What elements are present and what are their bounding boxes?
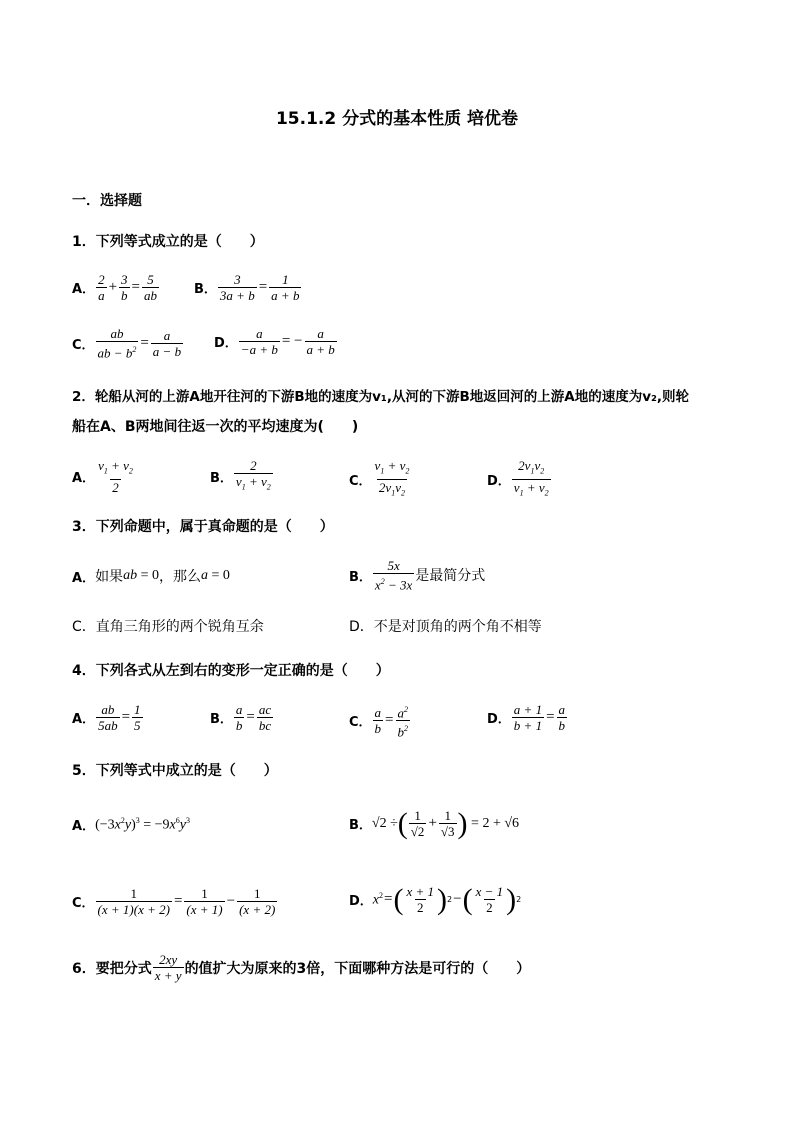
q4-option-d[interactable]: D． $\frac{a + 1}{b + 1}$ = $\frac{a}{b}$ (487, 702, 566, 733)
math-fraction: $\frac{1}{(x + 2)}$ (239, 886, 276, 917)
math-fraction: $\frac{3}{3a + b}$ (219, 272, 255, 303)
math-fraction: $\frac{a + 1}{b + 1}$ (513, 702, 543, 733)
option-label: B． (210, 712, 233, 727)
math-fraction: $\frac{a}{b}$ (374, 705, 382, 737)
math-fraction: $\frac{5x}{x^2 - 3x}$ (374, 558, 413, 593)
q4-option-a[interactable]: A． $\frac{ab}{5ab}$ = $\frac{1}{5}$ (72, 702, 141, 733)
question-6-stem (72, 952, 530, 983)
math-fraction: $\frac{a}{a + b}$ (306, 326, 335, 357)
question-2-stem-line2: 船在A、B两地间往返一次的平均速度为( ) (72, 419, 359, 435)
q1-option-d[interactable]: D． $\frac{a}{-a + b}$ = − $\frac{a}{a + b}$ (214, 326, 335, 357)
math-fraction: $\frac{1}{√2}$ (410, 808, 425, 839)
question-4-stem: 4．下列各式从左到右的变形一定正确的是（ ） (72, 663, 390, 679)
option-label: B． (349, 569, 372, 585)
option-label: C． (349, 715, 372, 731)
math-fraction: $\frac{a}{b}$ (558, 702, 566, 733)
math-fraction: $\frac{2xy}{x + y}$ (154, 952, 182, 983)
option-label: C． (349, 473, 372, 489)
math-fraction: $\frac{v_1 + v_2}{2}$ (98, 458, 133, 495)
q4-option-b[interactable]: B． $\frac{a}{b}$ = $\frac{ac}{bc}$ (210, 702, 272, 733)
option-label: D． (487, 473, 511, 489)
question-text: 6．要把分式 (72, 960, 152, 977)
question-3-stem: 3．下列命题中，属于真命题的是（ ） (72, 519, 334, 535)
q2-option-d[interactable] (487, 458, 552, 500)
math-fraction: $\frac{2}{a}$ (98, 272, 105, 303)
section-heading: 一．选择题 (72, 193, 142, 209)
math-fraction: $\frac{2v_1v_2}{v_1 + v_2}$ (512, 458, 551, 500)
math-fraction: $\frac{1}{(x + 1)(x + 2)}$ (97, 886, 170, 917)
math-fraction: $\frac{ab}{ab - b^2}$ (97, 326, 137, 361)
math-expression: $x^2$ (372, 890, 384, 908)
question-5-stem: 5．下列等式中成立的是（ ） (72, 763, 278, 779)
option-label: C． (72, 896, 95, 911)
q5-option-b[interactable]: B． √2 ÷ ( $\frac{1}{√2}$ + $\frac{1}{√3}$ ) = 2 + √6 (349, 806, 520, 840)
math-fraction: $\frac{1}{a + b}$ (271, 272, 300, 303)
q5-option-a[interactable] (72, 815, 190, 834)
math-fraction: $\frac{ac}{bc}$ (258, 702, 272, 733)
math-fraction: $\frac{1}{√3}$ (440, 808, 455, 839)
option-label: A． (72, 470, 96, 486)
option-label: B． (194, 282, 217, 297)
option-label: D． (349, 894, 373, 909)
option-label: D． (214, 336, 238, 351)
q3-option-d[interactable]: D．不是对顶角的两个角不相等 (349, 619, 542, 635)
math-fraction: $\frac{a}{a - b}$ (152, 327, 182, 359)
q1-option-a[interactable]: A． $\frac{2}{a}$ + $\frac{3}{b}$ = $\frac{5}{ab}$ (72, 272, 157, 303)
q4-option-c[interactable]: C． $\frac{a}{b}$ = $\frac{a^2}{b^2}$ (349, 702, 411, 740)
math-fraction: $\frac{2}{v_1 + v_2}$ (234, 458, 273, 495)
q2-option-c[interactable] (349, 458, 412, 500)
math-fraction: $\frac{1}{5}$ (134, 702, 141, 733)
math-fraction: $\frac{x + 1}{2}$ (406, 884, 435, 915)
question-2-stem-line1: 2．轮船从河的上游A地开往河的下游B地的速度为v₁,从河的下游B地返回河的上游A地的速度为v₂,则轮 (72, 389, 690, 405)
math-fraction: $\frac{a^2}{b^2}$ (397, 705, 409, 740)
option-label: B． (210, 470, 233, 486)
math-fraction: $\frac{v_1 + v_2}{2v_1v_2}$ (373, 458, 412, 500)
math-expression: $(-3x^2y)^3 = -9x^6y^3$ (95, 815, 190, 833)
q3-option-a[interactable]: A． 如果 ab = 0 ，那么 a = 0 (72, 568, 230, 586)
math-expression: a (200, 568, 208, 583)
option-text: 如果 (95, 569, 124, 585)
q2-option-b[interactable] (210, 458, 274, 495)
q5-option-d[interactable]: D． $x^2$ = ( $\frac{x + 1}{2}$ ) 2 − ( $\frac{x - 1}{2}$ ) 2 (349, 882, 522, 916)
q1-option-b[interactable]: B． $\frac{3}{3a + b}$ = $\frac{1}{a + b}$ (194, 272, 300, 303)
q1-option-c[interactable]: C． $\frac{ab}{ab - b^2}$ = $\frac{a}{a - b}$ (72, 326, 182, 361)
option-label: A． (72, 570, 96, 586)
math-fraction: $\frac{1}{(x + 1)}$ (186, 886, 223, 917)
option-label: A． (72, 282, 96, 297)
option-text: ，那么 (158, 569, 201, 585)
page-title: 15.1.2 分式的基本性质 培优卷 (275, 109, 519, 129)
option-label: C． (72, 337, 95, 353)
math-fraction: $\frac{a}{b}$ (235, 702, 243, 733)
question-text: 的值扩大为原来的3倍，下面哪种方法是可行的（ ） (184, 960, 531, 977)
option-label: B． (349, 818, 372, 833)
math-fraction: $\frac{ab}{5ab}$ (98, 702, 118, 733)
math-fraction: $\frac{3}{b}$ (121, 272, 128, 303)
option-text: 是最简分式 (415, 568, 486, 585)
math-fraction: $\frac{5}{ab}$ (144, 272, 157, 303)
math-fraction: $\frac{x - 1}{2}$ (475, 884, 504, 915)
math-expression: √2 ÷ (371, 815, 398, 831)
math-expression: ab (123, 568, 138, 583)
q5-option-c[interactable]: C． $\frac{1}{(x + 1)(x + 2)}$ = $\frac{1}{(x + 1)}$ − $\frac{1}{(x + 2)}$ (72, 886, 276, 917)
q3-option-c[interactable]: C．直角三角形的两个锐角互余 (72, 619, 264, 635)
option-label: D． (487, 712, 511, 727)
option-label: A． (72, 819, 96, 834)
q3-option-b[interactable] (349, 558, 485, 592)
question-1-stem: 1．下列等式成立的是（ ） (72, 234, 264, 250)
option-label: A． (72, 712, 96, 727)
math-fraction: $\frac{a}{-a + b}$ (240, 326, 278, 357)
q2-option-a[interactable] (72, 458, 136, 495)
